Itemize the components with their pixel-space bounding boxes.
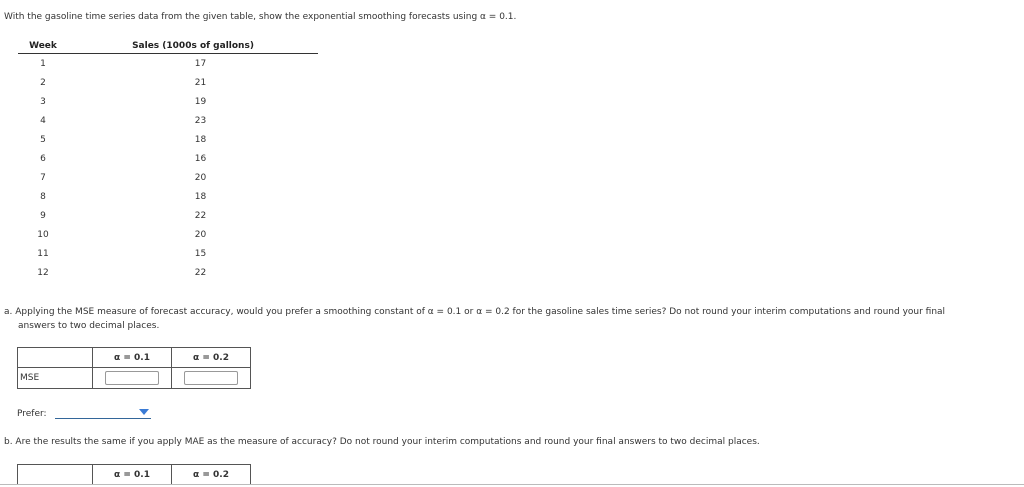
table-row (18, 111, 318, 130)
mse-corner-cell (18, 348, 93, 368)
week-cell: 6 (40, 153, 46, 164)
sales-cell: 15 (194, 248, 207, 259)
mse-row-label: MSE (18, 368, 93, 389)
mse-header-row (18, 348, 251, 368)
question-a-line1: a. Applying the MSE measure of forecast accuracy, would you prefer a smoothing constant of α = 0.1 or α = 0.2 for the gasoline sales time series? Do not round your interim computations and round your final (4, 307, 946, 317)
mae-answer-table (17, 464, 251, 485)
prefer-label: Prefer: (17, 409, 47, 419)
week-cell: 4 (40, 115, 46, 126)
sales-cell: 21 (194, 77, 207, 88)
week-cell: 3 (40, 96, 46, 107)
page-bottom-divider (0, 484, 1024, 485)
week-cell: 11 (37, 248, 49, 259)
mse-answer-table (17, 347, 251, 389)
mae-header-row (18, 465, 251, 485)
question-b: b. Are the results the same if you apply MAE as the measure of accuracy? Do not round your interim computations and round your final answers to two decimal places. (4, 437, 760, 447)
table-header-row (18, 38, 318, 54)
sales-cell: 20 (194, 172, 207, 183)
question-a-line2: answers to two decimal places. (18, 321, 160, 331)
sales-cell: 22 (194, 267, 207, 278)
table-row (18, 206, 318, 225)
sales-cell: 18 (194, 134, 207, 145)
table-row (18, 244, 318, 263)
sales-header: Sales (1000s of gallons) (68, 38, 318, 54)
sales-cell: 22 (194, 210, 207, 221)
sales-cell: 23 (194, 115, 207, 126)
prefer-dropdown[interactable] (55, 406, 151, 419)
mse-row (18, 368, 251, 389)
mse-alpha-01-header: α = 0.1 (93, 348, 172, 368)
sales-data-table (18, 38, 318, 282)
question-a (4, 305, 1004, 333)
chevron-down-icon[interactable] (139, 409, 149, 415)
mae-corner-cell (18, 465, 93, 485)
table-row (18, 225, 318, 244)
table-row (18, 73, 318, 92)
week-cell: 7 (40, 172, 46, 183)
mse-alpha-02-header: α = 0.2 (172, 348, 251, 368)
mse-alpha-02-input[interactable] (184, 371, 238, 385)
mse-alpha-01-input[interactable] (105, 371, 159, 385)
week-cell: 5 (40, 134, 46, 145)
sales-cell: 17 (194, 58, 207, 69)
prefer-row (17, 406, 151, 419)
week-cell: 10 (37, 229, 49, 240)
mae-alpha-01-header: α = 0.1 (93, 465, 172, 485)
mae-alpha-02-header: α = 0.2 (172, 465, 251, 485)
table-row (18, 130, 318, 149)
table-body (18, 54, 318, 283)
week-cell: 2 (40, 77, 46, 88)
intro-text: With the gasoline time series data from the given table, show the exponential smoothing forecasts using α = 0.1. (4, 12, 517, 22)
week-cell: 1 (40, 58, 46, 69)
table-row (18, 54, 318, 74)
sales-cell: 18 (194, 191, 207, 202)
week-header: Week (18, 38, 68, 54)
week-cell: 8 (40, 191, 46, 202)
week-cell: 9 (40, 210, 46, 221)
table-row (18, 187, 318, 206)
sales-cell: 20 (194, 229, 207, 240)
mse-alpha-01-cell (93, 368, 172, 389)
table-row (18, 92, 318, 111)
sales-cell: 19 (194, 96, 207, 107)
week-cell: 12 (37, 267, 49, 278)
table-row (18, 168, 318, 187)
mse-alpha-02-cell (172, 368, 251, 389)
table-row (18, 149, 318, 168)
sales-cell: 16 (194, 153, 207, 164)
table-row (18, 263, 318, 282)
